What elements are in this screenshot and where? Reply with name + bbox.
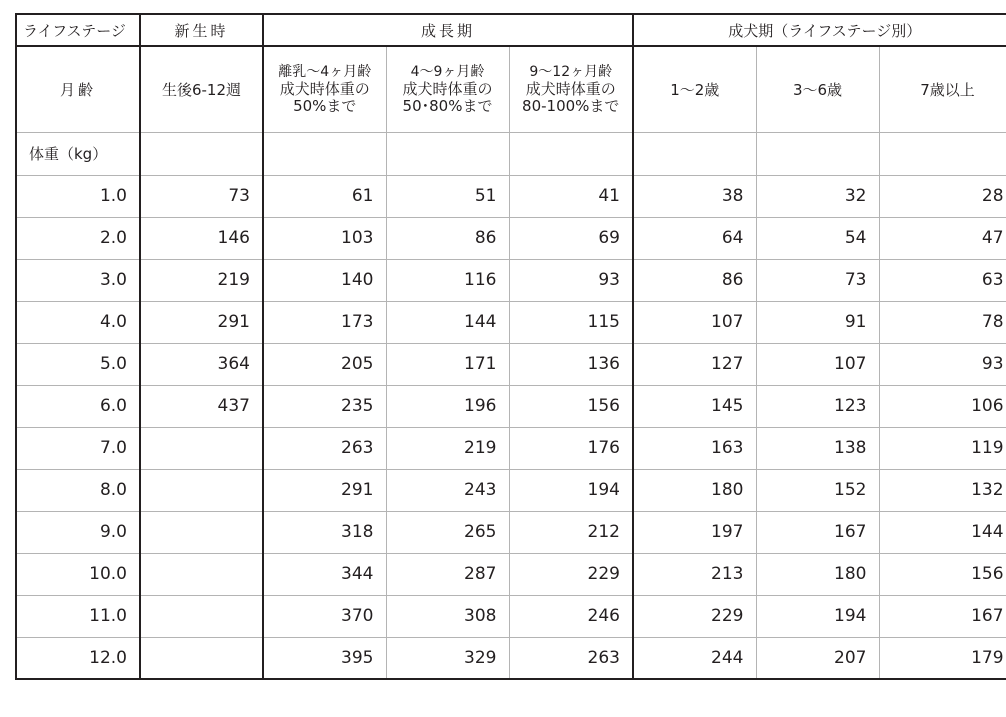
adult-3-amount-cell: 119	[879, 427, 1006, 469]
newborn-stage-header: 新生時	[140, 14, 263, 46]
adult-3-amount-cell: 132	[879, 469, 1006, 511]
adult-2-amount-cell: 152	[756, 469, 879, 511]
growth-age-3-range: 9〜12ヶ月齢	[529, 63, 613, 80]
adult-3-amount-cell: 93	[879, 343, 1006, 385]
empty-cell	[509, 132, 633, 175]
weight-cell: 5.0	[16, 343, 140, 385]
growth-2-amount-cell: 116	[386, 259, 509, 301]
table-row	[16, 259, 1006, 301]
adult-2-amount-cell: 54	[756, 217, 879, 259]
growth-age-3-weight-note: 成犬時体重の	[525, 79, 616, 98]
empty-cell	[386, 132, 509, 175]
growth-2-amount-cell: 329	[386, 637, 509, 679]
adult-2-amount-cell: 107	[756, 343, 879, 385]
adult-age-2: 3〜6歳	[756, 46, 879, 132]
growth-2-amount-cell: 243	[386, 469, 509, 511]
table-row	[16, 385, 1006, 427]
weight-label: 体重（kg）	[16, 132, 140, 175]
growth-1-amount-cell: 205	[263, 343, 386, 385]
weight-cell: 4.0	[16, 301, 140, 343]
weight-cell: 7.0	[16, 427, 140, 469]
table-row	[16, 175, 1006, 217]
adult-2-amount-cell: 73	[756, 259, 879, 301]
weight-cell: 6.0	[16, 385, 140, 427]
weight-cell: 10.0	[16, 553, 140, 595]
growth-3-amount-cell: 246	[509, 595, 633, 637]
table-row	[16, 511, 1006, 553]
adult-3-amount-cell: 28	[879, 175, 1006, 217]
adult-stage-header: 成犬期（ライフステージ別）	[633, 14, 1006, 46]
life-stage-header-row	[16, 14, 1006, 46]
growth-3-amount-cell: 229	[509, 553, 633, 595]
growth-1-amount-cell: 61	[263, 175, 386, 217]
growth-1-amount-cell: 344	[263, 553, 386, 595]
growth-3-amount-cell: 136	[509, 343, 633, 385]
growth-1-amount-cell: 395	[263, 637, 386, 679]
adult-age-3: 7歳以上	[879, 46, 1006, 132]
growth-stage-header: 成長期	[263, 14, 633, 46]
table-row	[16, 217, 1006, 259]
table-row	[16, 595, 1006, 637]
table-row	[16, 343, 1006, 385]
adult-1-amount-cell: 127	[633, 343, 756, 385]
growth-age-2-range: 4〜9ヶ月齢	[410, 63, 485, 80]
weight-cell: 9.0	[16, 511, 140, 553]
adult-2-amount-cell: 194	[756, 595, 879, 637]
growth-age-2	[386, 46, 509, 132]
newborn-amount-cell: 219	[140, 259, 263, 301]
growth-3-amount-cell: 115	[509, 301, 633, 343]
adult-1-amount-cell: 197	[633, 511, 756, 553]
weight-cell: 11.0	[16, 595, 140, 637]
weight-cell: 2.0	[16, 217, 140, 259]
growth-2-amount-cell: 308	[386, 595, 509, 637]
newborn-amount-cell: 146	[140, 217, 263, 259]
adult-3-amount-cell: 144	[879, 511, 1006, 553]
weight-cell: 3.0	[16, 259, 140, 301]
adult-3-amount-cell: 156	[879, 553, 1006, 595]
weight-cell: 8.0	[16, 469, 140, 511]
growth-1-amount-cell: 263	[263, 427, 386, 469]
growth-age-1-weight-percent: 50%まで	[293, 96, 357, 115]
newborn-amount-cell: 291	[140, 301, 263, 343]
growth-age-3-weight-percent: 80-100%まで	[522, 96, 620, 115]
weight-cell: 12.0	[16, 637, 140, 679]
adult-3-amount-cell: 167	[879, 595, 1006, 637]
growth-age-1	[263, 46, 386, 132]
adult-1-amount-cell: 229	[633, 595, 756, 637]
adult-2-amount-cell: 180	[756, 553, 879, 595]
table-row	[16, 637, 1006, 679]
newborn-amount-cell	[140, 427, 263, 469]
adult-1-amount-cell: 38	[633, 175, 756, 217]
adult-2-amount-cell: 91	[756, 301, 879, 343]
weight-cell: 1.0	[16, 175, 140, 217]
growth-3-amount-cell: 194	[509, 469, 633, 511]
growth-2-amount-cell: 144	[386, 301, 509, 343]
growth-3-amount-cell: 156	[509, 385, 633, 427]
newborn-age: 生後6-12週	[140, 46, 263, 132]
growth-age-2-weight-note: 成犬時体重の	[402, 79, 493, 98]
growth-3-amount-cell: 93	[509, 259, 633, 301]
growth-1-amount-cell: 318	[263, 511, 386, 553]
newborn-amount-cell	[140, 469, 263, 511]
empty-cell	[140, 132, 263, 175]
newborn-amount-cell	[140, 637, 263, 679]
life-stage-label: ライフステージ	[16, 14, 140, 46]
growth-age-1-weight-note: 成犬時体重の	[279, 79, 370, 98]
adult-1-amount-cell: 86	[633, 259, 756, 301]
table-row	[16, 301, 1006, 343]
adult-2-amount-cell: 138	[756, 427, 879, 469]
table-row	[16, 553, 1006, 595]
newborn-amount-cell	[140, 595, 263, 637]
adult-1-amount-cell: 64	[633, 217, 756, 259]
age-row	[16, 46, 1006, 132]
adult-1-amount-cell: 107	[633, 301, 756, 343]
growth-2-amount-cell: 86	[386, 217, 509, 259]
adult-1-amount-cell: 213	[633, 553, 756, 595]
growth-2-amount-cell: 51	[386, 175, 509, 217]
growth-age-3	[509, 46, 633, 132]
adult-3-amount-cell: 47	[879, 217, 1006, 259]
newborn-amount-cell: 73	[140, 175, 263, 217]
table-row	[16, 469, 1006, 511]
adult-age-1: 1〜2歳	[633, 46, 756, 132]
growth-1-amount-cell: 370	[263, 595, 386, 637]
growth-3-amount-cell: 212	[509, 511, 633, 553]
newborn-amount-cell	[140, 553, 263, 595]
age-label: 月齢	[16, 46, 140, 132]
adult-3-amount-cell: 63	[879, 259, 1006, 301]
growth-2-amount-cell: 219	[386, 427, 509, 469]
empty-cell	[263, 132, 386, 175]
newborn-amount-cell: 364	[140, 343, 263, 385]
adult-3-amount-cell: 179	[879, 637, 1006, 679]
adult-3-amount-cell: 78	[879, 301, 1006, 343]
empty-cell	[756, 132, 879, 175]
empty-cell	[879, 132, 1006, 175]
newborn-amount-cell	[140, 511, 263, 553]
table-row	[16, 427, 1006, 469]
adult-2-amount-cell: 207	[756, 637, 879, 679]
growth-1-amount-cell: 235	[263, 385, 386, 427]
empty-cell	[633, 132, 756, 175]
adult-1-amount-cell: 163	[633, 427, 756, 469]
growth-1-amount-cell: 291	[263, 469, 386, 511]
growth-1-amount-cell: 140	[263, 259, 386, 301]
adult-2-amount-cell: 32	[756, 175, 879, 217]
growth-3-amount-cell: 41	[509, 175, 633, 217]
growth-3-amount-cell: 176	[509, 427, 633, 469]
adult-1-amount-cell: 180	[633, 469, 756, 511]
growth-2-amount-cell: 196	[386, 385, 509, 427]
growth-2-amount-cell: 171	[386, 343, 509, 385]
newborn-amount-cell: 437	[140, 385, 263, 427]
adult-1-amount-cell: 145	[633, 385, 756, 427]
growth-3-amount-cell: 69	[509, 217, 633, 259]
feeding-amount-table	[15, 13, 1006, 680]
adult-3-amount-cell: 106	[879, 385, 1006, 427]
adult-2-amount-cell: 167	[756, 511, 879, 553]
growth-1-amount-cell: 103	[263, 217, 386, 259]
adult-2-amount-cell: 123	[756, 385, 879, 427]
growth-2-amount-cell: 287	[386, 553, 509, 595]
growth-age-1-range: 離乳〜4ヶ月齢	[278, 63, 372, 80]
growth-3-amount-cell: 263	[509, 637, 633, 679]
adult-1-amount-cell: 244	[633, 637, 756, 679]
growth-age-2-weight-percent: 50･80%まで	[402, 96, 493, 115]
weight-label-row	[16, 132, 1006, 175]
growth-2-amount-cell: 265	[386, 511, 509, 553]
growth-1-amount-cell: 173	[263, 301, 386, 343]
